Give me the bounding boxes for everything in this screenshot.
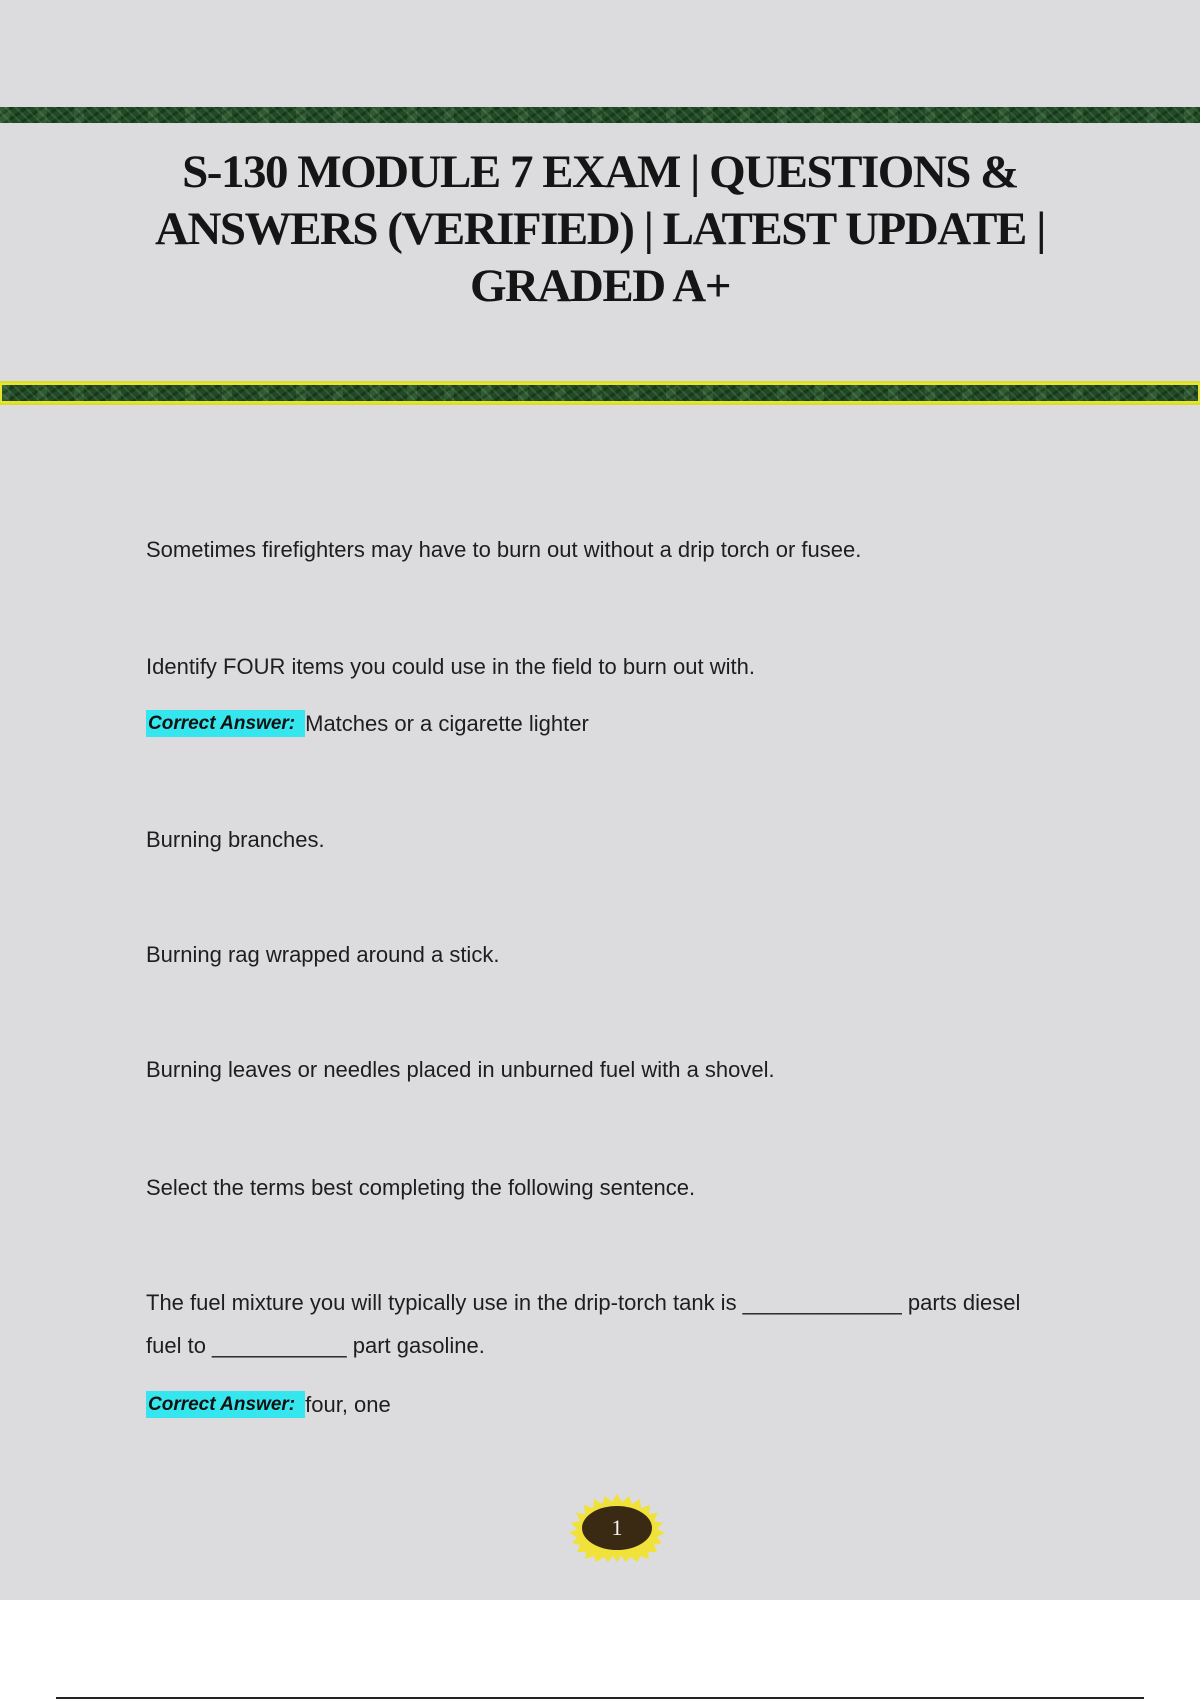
page-number-badge	[568, 1494, 666, 1562]
answer-line	[146, 702, 1046, 745]
page-number: 1	[611, 1515, 623, 1540]
decorative-border-top	[0, 107, 1200, 123]
list-item: Burning leaves or needles placed in unburned fuel with a shovel.	[146, 1057, 775, 1082]
question-text: The fuel mixture you will typically use in the drip-torch tank is _____________ parts diesel fuel to ___________ part gasoline.	[146, 1290, 1021, 1358]
list-item: Burning branches.	[146, 827, 325, 852]
answer-line	[146, 1383, 1046, 1426]
decorative-border-divider	[0, 381, 1200, 405]
question-text: Identify FOUR items you could use in the field to burn out with.	[146, 654, 755, 679]
question-intro: Select the terms best completing the following sentence.	[146, 1175, 696, 1200]
list-item: Burning rag wrapped around a stick.	[146, 942, 500, 967]
document-title: S-130 MODULE 7 EXAM | QUESTIONS & ANSWERS (VERIFIED) | LATEST UPDATE | GRADED A+	[155, 146, 1045, 312]
correct-answer-label: Correct Answer:	[146, 1391, 305, 1418]
answer-text: Matches or a cigarette lighter	[305, 711, 589, 736]
correct-answer-label: Correct Answer:	[146, 710, 305, 737]
answer-text: four, one	[305, 1392, 391, 1417]
page-footer-rule	[56, 1697, 1144, 1699]
question-intro: Sometimes firefighters may have to burn out without a drip torch or fusee.	[146, 537, 862, 562]
